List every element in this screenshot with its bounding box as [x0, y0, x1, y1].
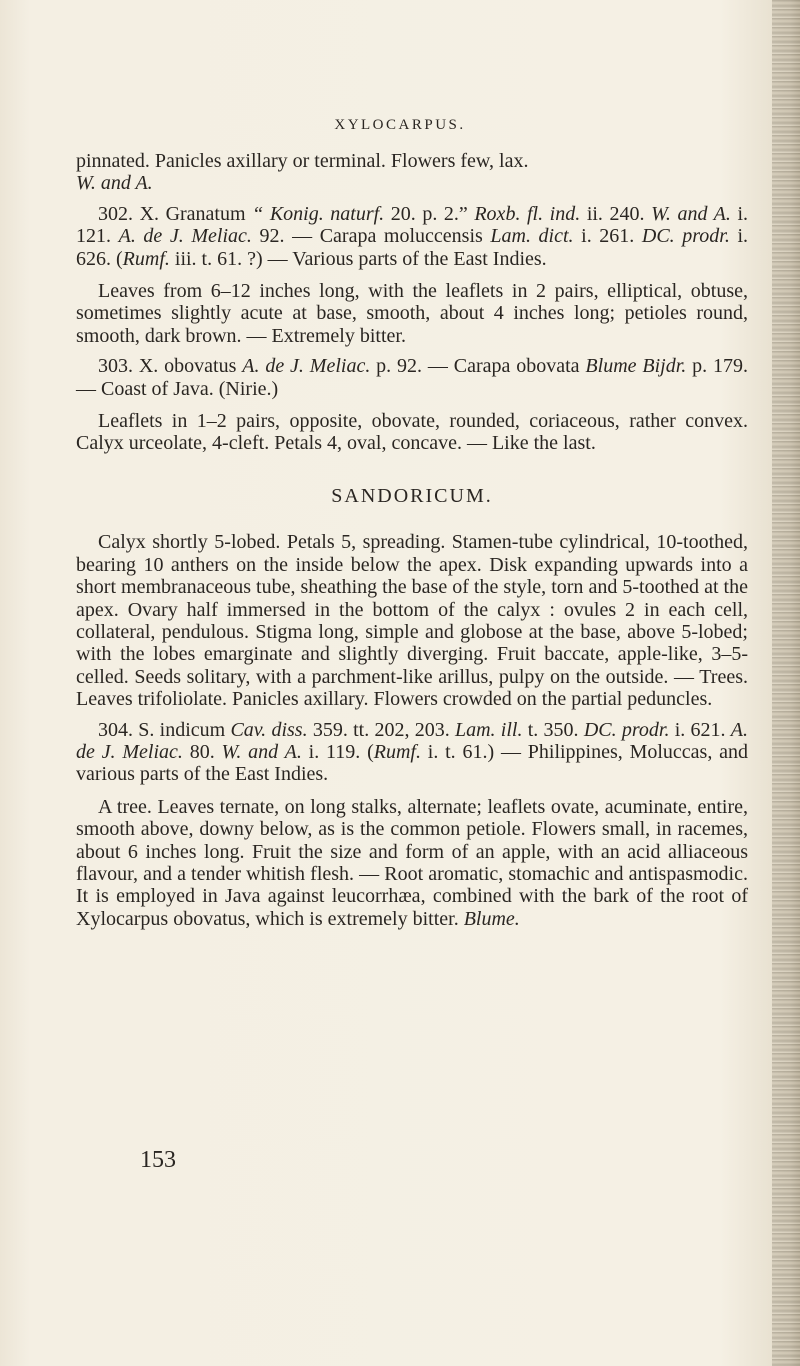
species-number-304: 304. S. indicum: [98, 718, 226, 741]
ref-304-2-loc: t. 350.: [522, 718, 584, 741]
species-entry-302: [76, 203, 748, 270]
ref-304-1-loc: 359. tt. 202, 203.: [307, 718, 455, 741]
ref-302-6: DC. prodr.: [641, 225, 730, 248]
ref-304-1: Cav. diss.: [230, 718, 308, 741]
ref-302-2-loc: ii. 240.: [580, 202, 652, 225]
ref-304-5-loc: i. 119. (: [301, 740, 374, 763]
ref-302-5: Lam. dict.: [490, 225, 574, 248]
ref-304-2: Lam. ill.: [454, 718, 523, 741]
species-description-304-text: A tree. Leaves ternate, on long stalks, alternate; leaflets ovate, acuminate, entire, smooth above, downy below, as is the common petiole. Flowers small, in racemes, about 6 inches long. Fruit the size and form of an apple, with an acid alliaceous flavour, and a tender whitish flesh. — Root aromatic, stomachic and antispasmodic. It is employed in Java against leucorrhæa, combined with the bark of the root of Xylocarpus obovatus, which is extremely bitter.: [76, 795, 748, 930]
ref-302-4: A. de J. Meliac.: [118, 225, 252, 248]
ref-302-2: Roxb. fl. ind.: [474, 202, 581, 225]
continuation-text: pinnated. Panicles axillary or terminal. Flowers few, lax.: [76, 150, 529, 172]
ref-303-2: Blume Bijdr.: [585, 355, 687, 378]
ref-304-4-loc: 80.: [182, 740, 222, 763]
page-binding-edge: [772, 0, 800, 1366]
ref-304-3: DC. prodr.: [583, 718, 670, 741]
genus-description: Calyx shortly 5-lobed. Petals 5, spreading. Stamen-tube cylindrical, 10-toothed, bearing 10 anthers on the inside below the apex. Disk expanding upwards into a short membranaceous tube, sheathing the base of the style, torn and 5-toothed at the apex. Ovary half immersed in the bottom of the calyx : ovules 2 in each cell, collateral, pendulous. Stigma long, simple and globose at the base, above 5-lobed; with the lobes emarginate and slightly diverging. Fruit baccate, apple-like, 3–5-celled. Seeds solitary, with a parchment-like arillus, pulpy on the outside. — Trees. Leaves trifoliolate. Panicles axillary. Flowers crowded on the partial peduncles.: [76, 531, 748, 711]
ref-304-3-loc: i. 621.: [669, 718, 731, 741]
ref-304-6-loc: i. t. 61.) — Philippines, Moluccas, and various parts of the East Indies.: [76, 740, 749, 786]
ref-302-1: “ Konig. naturf.: [252, 202, 385, 225]
ref-304-4: A. de J. Meliac.: [76, 718, 749, 763]
ref-303-2-loc: p. 179.— Coast of Java. (Nirie.): [76, 355, 748, 400]
species-description-302: Leaves from 6–12 inches long, with the leaflets in 2 pairs, elliptical, obtuse, sometimes slightly acute at base, smooth, about 4 inches long; petioles round, smooth, dark brown. — Extremely bitter.: [76, 280, 748, 347]
continuation-paragraph: [76, 150, 748, 195]
running-head: XYLOCARPUS.: [334, 117, 466, 133]
species-number-302: 302. X. Granatum: [98, 202, 246, 225]
species-description-304-authority: Blume.: [463, 907, 520, 930]
ref-302-3-loc: i. 121.: [76, 202, 748, 248]
ref-302-5-loc: i. 261.: [573, 225, 642, 248]
species-entry-303: [76, 355, 748, 400]
genus-heading: SANDORICUM.: [331, 484, 493, 507]
species-description-303: Leaflets in 1–2 pairs, opposite, obovate, rounded, coriaceous, rather convex. Calyx urceolate, 4-cleft. Petals 4, oval, concave. — Like the last.: [76, 410, 748, 455]
page-body: [76, 150, 748, 938]
ref-302-3: W. and A.: [651, 202, 731, 225]
species-number-303: 303. X. obovatus: [98, 355, 237, 378]
ref-302-4-loc: 92. — Carapa moluccensis: [251, 225, 491, 248]
ref-302-6-loc: i. 626. (: [76, 225, 749, 270]
ref-303-1-loc: p. 92. — Carapa obovata: [370, 355, 586, 378]
ref-303-1: A. de J. Meliac.: [242, 355, 371, 378]
species-description-304: [76, 796, 748, 930]
species-entry-304: [76, 719, 748, 786]
ref-302-1-loc: 20. p. 2.”: [384, 202, 475, 225]
page-number: 153: [140, 1147, 176, 1173]
ref-304-5: W. and A.: [221, 740, 302, 763]
ref-302-7: Rumf.: [122, 247, 170, 270]
continuation-authority: W. and A.: [76, 172, 153, 195]
ref-304-6: Rumf.: [373, 740, 421, 763]
ref-302-7-loc: iii. t. 61. ?) — Various parts of the East Indies.: [169, 247, 547, 270]
